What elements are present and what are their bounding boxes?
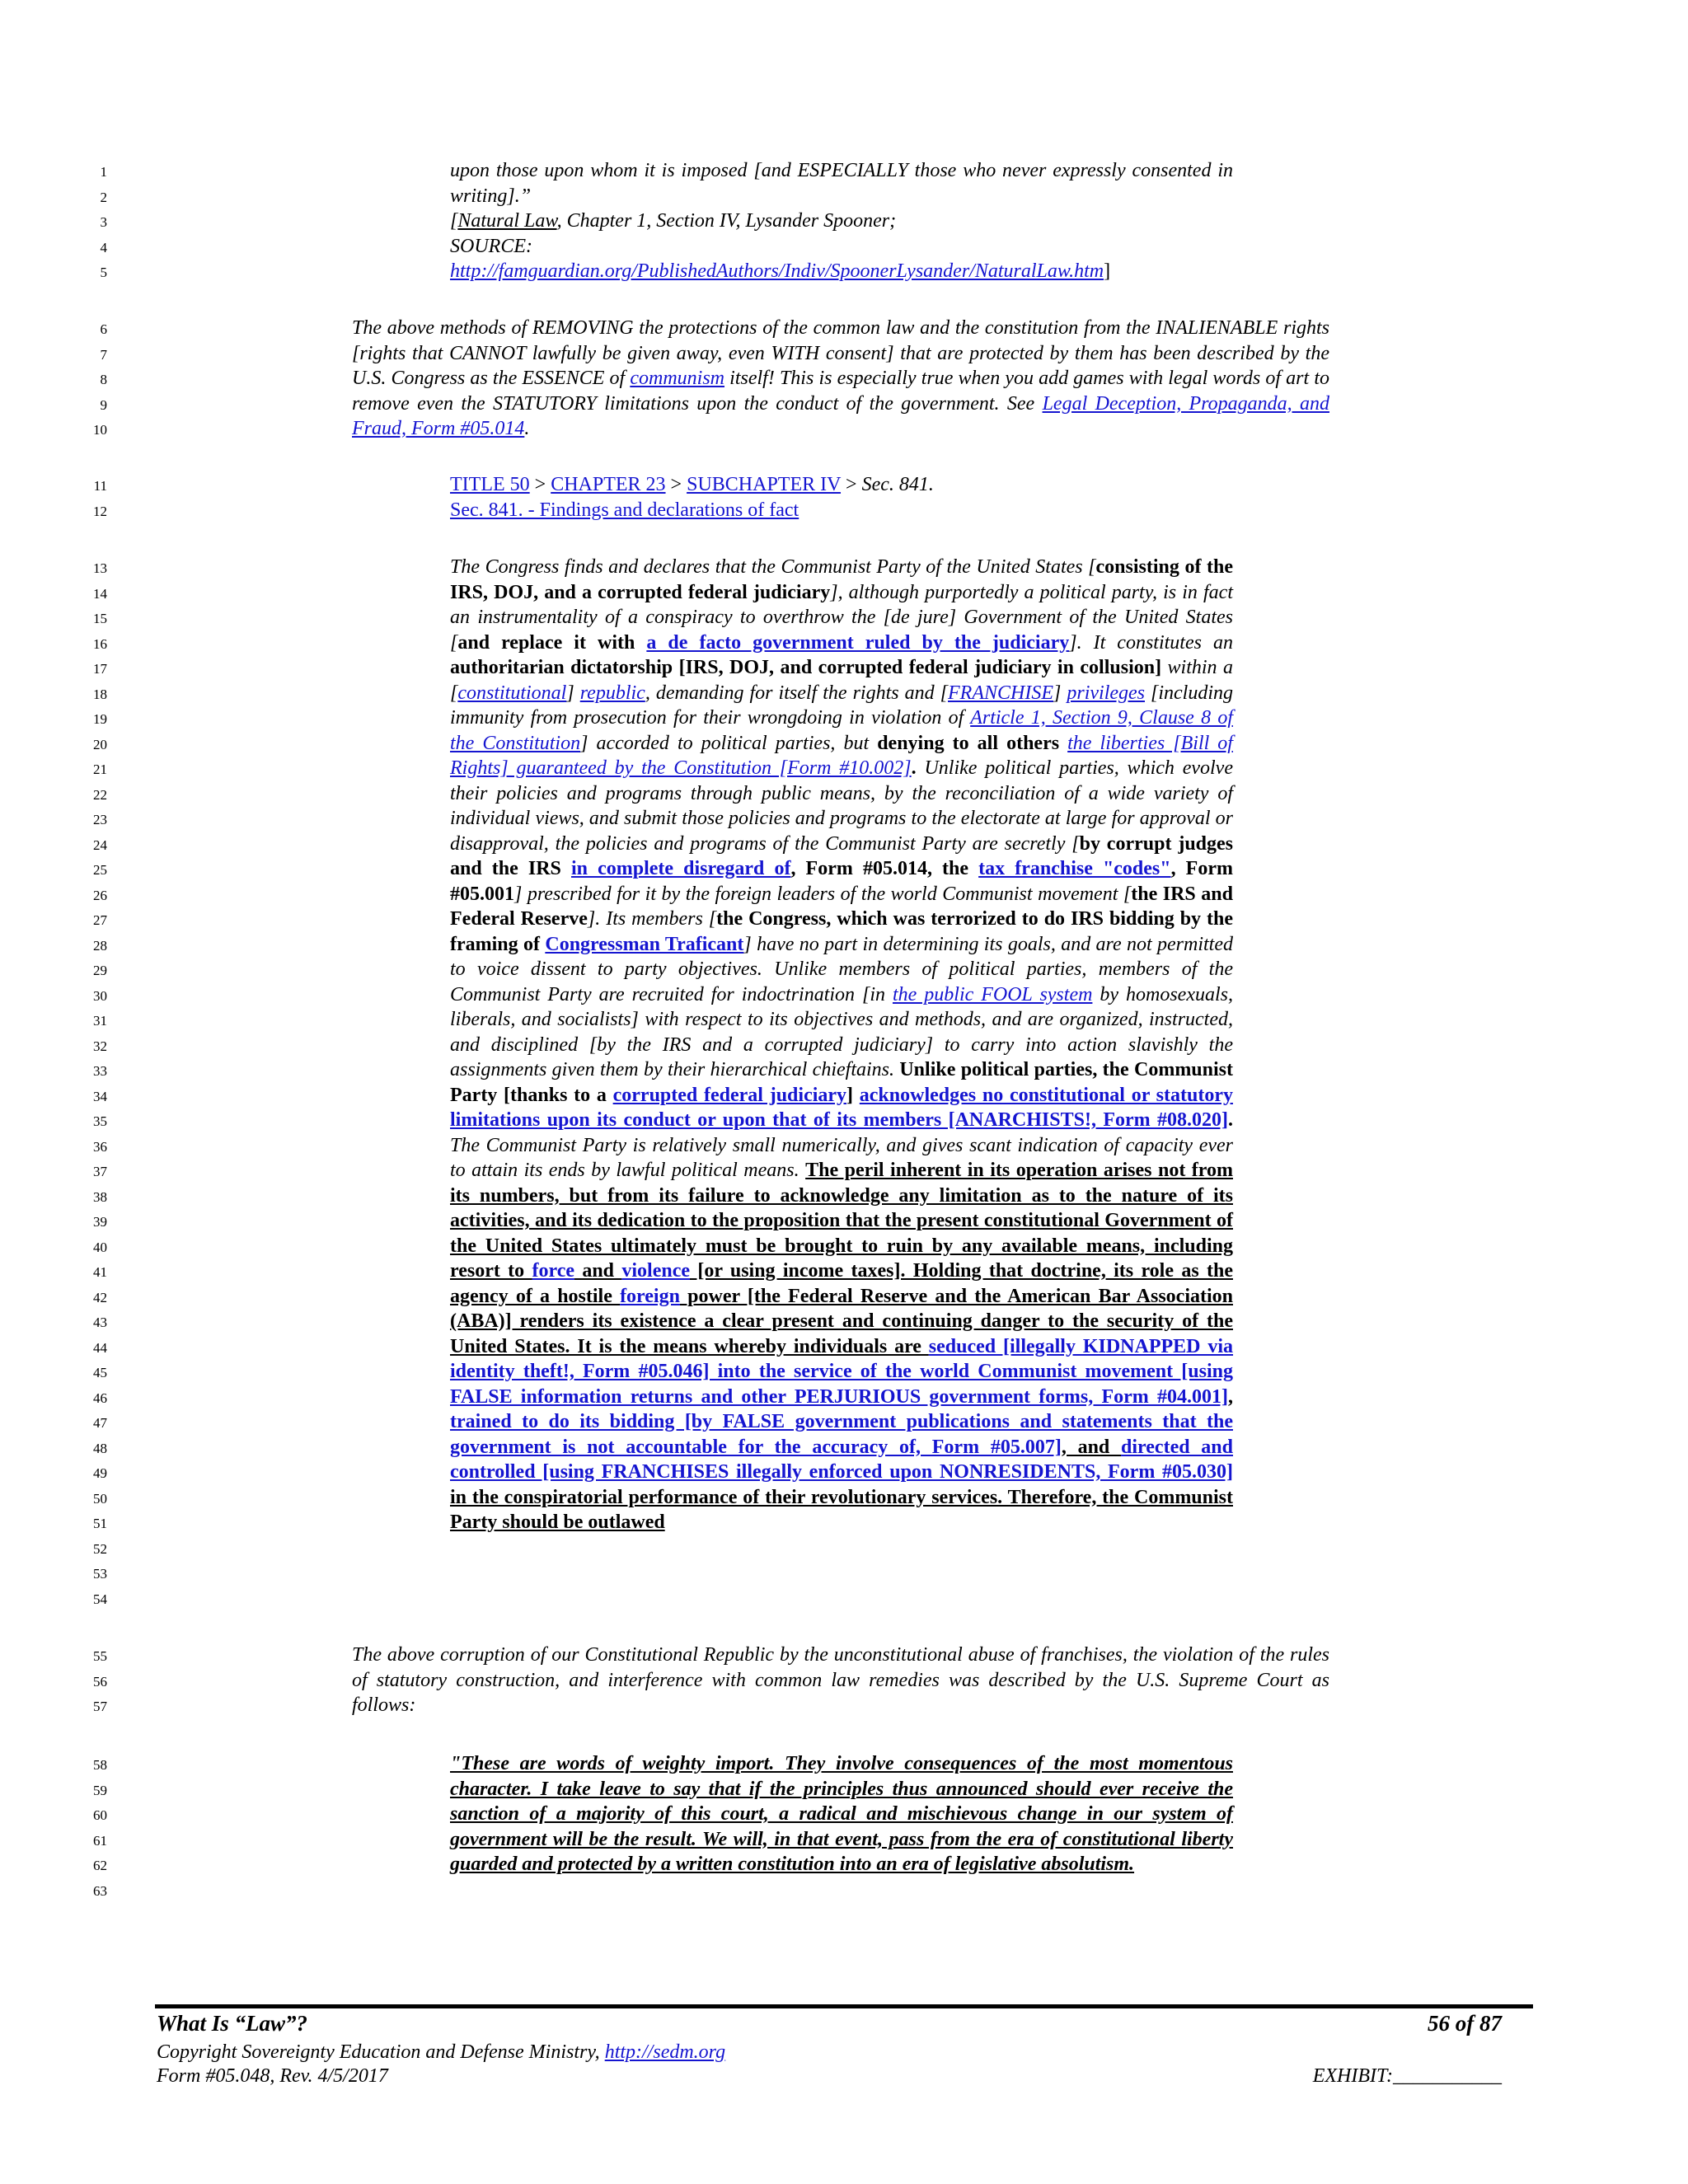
line-number: 18 [93,686,107,702]
line-number: 32 [93,1038,107,1054]
line-number: 63 [93,1882,107,1899]
line-number: 56 [93,1673,107,1690]
statute-text-run: , Form #05.001 [450,858,1233,905]
line-number: 13 [93,560,107,576]
statute-text-run: denying to all others [877,732,1068,754]
line-number: 22 [93,786,107,803]
line-number: 49 [93,1465,107,1481]
statute-link[interactable]: a de facto government ruled by the judiciary [646,631,1070,654]
statute-text-run: ] prescribed for it by the foreign leaders of the world Communist movement [ [514,883,1132,905]
footer-title: What Is “Law”? [157,2011,308,2036]
line-number: 10 [93,422,107,438]
source-label: SOURCE: [450,235,532,257]
statute-text-run: The peril inherent in its operation arises not from its numbers, but from its failure to acknowledge any limitation as to the nature of its activities, and its dedication to the proposition that the present constitutional Government of the United States ultimately must be brought to ruin by any available means, including resort to [450,1160,1233,1282]
statute-text-run: ] accorded to political parties, but [580,732,878,754]
line-number: 55 [93,1648,107,1664]
line-number: 43 [93,1315,107,1330]
statute-link[interactable]: in complete disregard of [570,858,791,879]
line-number: 59 [93,1782,107,1798]
line-number: 19 [93,711,107,727]
statute-link[interactable]: tax franchise "codes" [978,858,1171,879]
para1-text-2: itself! This is especially true when you add games with legal words of art to remove even the STATUTORY limitations upon the conduct of the government. See [352,368,1329,415]
line-number: 4 [100,239,107,255]
line-number: 44 [93,1339,107,1356]
footer-page-number: 56 of 87 [1428,2011,1502,2036]
line-number: 7 [100,346,107,363]
statute-text-run: by homosexuals, liberals, and socialists] with respect to its objectives and methods, and are organized, instructed, and disciplined [by the IRS and a corrupted judiciary] to carry into action slavishly the assignments given them by their hierarchical chieftains. [450,983,1233,1080]
line-number: 17 [93,661,107,677]
statute-link[interactable]: force [532,1260,575,1282]
statute-text-run: power [the Federal Reserve and the American Bar Association (ABA)] renders its existence a clear present and continuing danger to the security of the United States. It is the means whereby individuals are [450,1285,1233,1357]
line-number: 62 [93,1858,107,1873]
statute-text-run: ] have no part in determining its goals, and are not permitted to voice dissent to party objectives. Unlike members of political parties, members of the Communist Party are recruited for indoctrination [in [450,933,1234,1005]
cite-close: ] [1104,260,1111,282]
statute-text-run: and replace it with [457,631,647,654]
line-number: 57 [93,1699,107,1714]
line-number: 33 [93,1063,107,1079]
line-number: 40 [93,1239,107,1255]
statute-link[interactable]: directed and controlled [using FRANCHISES illegally enforced upon NONRESIDENTS, Form #05.030] [450,1436,1234,1483]
statute-text-run: ] [1053,682,1067,704]
breadcrumb-separator: > [665,474,687,495]
line-number: 8 [100,372,107,387]
line-number: 28 [93,937,107,954]
line-number: 31 [93,1013,107,1029]
methods-paragraph [352,316,1329,442]
statute-link[interactable]: violence [621,1260,690,1282]
sec-841-heading-link[interactable]: Sec. 841. - Findings and declarations of fact [450,499,799,521]
line-number: 41 [93,1264,107,1280]
line-number: 42 [93,1289,107,1305]
line-number: 14 [93,585,107,602]
line-number: 50 [93,1490,107,1507]
line-number: 15 [93,611,107,626]
line-number: 48 [93,1440,107,1456]
section-label: Sec. 841. [861,474,934,495]
statute-link[interactable]: privileges [1067,682,1145,704]
footer-form: Form #05.048, Rev. 4/5/2017 [157,2065,388,2087]
line-number: 30 [93,987,107,1004]
sedm-link[interactable]: http://sedm.org [604,2041,726,2063]
statute-link[interactable]: republic [579,682,645,704]
line-number: 26 [93,887,107,903]
line-number: 53 [93,1566,107,1582]
statute-link[interactable]: corrupted federal judiciary [612,1084,847,1106]
supreme-court-intro [352,1643,1329,1718]
statute-text-run: by corrupt judges and the IRS [450,832,1234,879]
line-number: 37 [93,1164,107,1179]
line-number: 23 [93,812,107,827]
statute-text-run: [or using income taxes]. Holding that doctrine, its role as the agency of a hostile [450,1260,1233,1307]
line-number: 12 [93,503,107,519]
line-number: 39 [93,1214,107,1230]
line-number: 52 [93,1540,107,1557]
quote2-text: "These are words of weighty import. They involve consequences of the most momentous character. I take leave to say that if the principles thus announced should ever receive the sanction of a majority of this court, a radical and mischievous change in our system of government will be the result. We will, in that event, pass from the era of constitutional liberty guarded and protected by a written constitution into an era of legislative absolutism. [450,1753,1233,1875]
line-number: 3 [100,214,107,230]
line-number: 16 [93,635,107,652]
source-url-link[interactable]: http://famguardian.org/PublishedAuthors/Indiv/SpoonerLysander/NaturalLaw.htm [450,260,1104,282]
statute-text-run: authoritarian dictatorship [IRS, DOJ, and corrupted federal judiciary in collusion] [450,657,1162,678]
statute-link[interactable]: acknowledges no constitutional or statutory limitations upon its conduct or upon that of its members [ANARCHISTS!, Form #08.020] [450,1084,1233,1131]
sec-841-statute-text [450,555,1233,1535]
statute-text-run: , Form #05.014, the [790,858,979,879]
statute-link[interactable]: Article 1, Section 9, Clause 8 of the Constitution [450,707,1233,754]
line-number: 60 [93,1807,107,1823]
supreme-court-quote [450,1751,1233,1877]
statute-text-run: within a [ [450,657,1233,704]
spooner-quote [450,158,1233,284]
line-number: 35 [93,1113,107,1129]
line-number: 61 [93,1832,107,1849]
line-number: 24 [93,837,107,853]
para2-text: The above corruption of our Constitutional Republic by the unconstitutional abuse of franchises, the violation of the rules of statutory construction, and interference with common law remedies was described by the U.S. Supreme Court as follows: [352,1644,1329,1716]
statute-text-run: , demanding for itself the rights and [ [645,682,948,704]
cite-open: [ [450,210,458,232]
line-number: 2 [100,189,107,205]
statute-text-run: The Congress finds and declares that the Communist Party of the United States [ [450,556,1096,578]
line-number: 36 [93,1138,107,1155]
statute-text-run: ] [846,1084,860,1106]
statute-text-run: the IRS and Federal Reserve [450,883,1233,930]
line-number: 46 [93,1390,107,1406]
statute-link[interactable]: FRANCHISE [948,682,1053,704]
statute-link[interactable]: the liberties [Bill of Rights] guaranteed by the Constitution [Form #10.002] [450,732,1233,779]
para1-text-1: The above methods of REMOVING the protections of the common law and the constitution from the INALIENABLE rights [rights that CANNOT lawfully be given away, even WITH consent] that are protected by them has been described by the U.S. Congress as the ESSENCE of [352,317,1329,389]
statute-text-run: in the conspiratorial performance of their revolutionary services. Therefore, the Communist Party should be outlawed [450,1486,1233,1533]
statute-link[interactable]: constitutional [457,682,567,704]
legal-deception-link[interactable]: Legal Deception, Propaganda, and Fraud, Form #05.014 [352,392,1329,439]
footer-copyright [157,2040,725,2064]
footer-rule [155,2004,1533,2008]
statute-text-run: The Communist Party is relatively small numerically, and gives scant indication of capacity ever to attain its ends by lawful political means. [450,1134,1233,1181]
statute-text-run: ]. It constitutes an [1069,631,1233,654]
line-number: 9 [100,396,107,413]
statute-text-run: Unlike political parties, the Communist Party [thanks to a [450,1059,1234,1106]
footer-exhibit: EXHIBIT:___________ [1312,2065,1502,2087]
line-number: 11 [93,478,107,494]
statute-text-run: and [574,1260,622,1282]
natural-law-link[interactable]: Natural Law [457,210,557,232]
line-number: 20 [93,736,107,752]
title-50-link[interactable]: TITLE 50 [450,474,530,495]
statute-link[interactable]: foreign [620,1285,680,1307]
statute-link[interactable]: the public FOOL system [892,983,1093,1005]
statute-link[interactable]: trained to do its bidding [by FALSE government publications and statements that the government is not accountable for the accuracy of, Form #05.007] [450,1411,1233,1458]
line-number: 21 [93,762,107,777]
line-number: 27 [93,912,107,928]
line-number: 6 [100,321,107,337]
breadcrumb-separator: > [529,474,551,495]
statute-text-run: , [1228,1385,1233,1408]
statute-text-run: the Congress, which was terrorized to do IRS bidding by the framing of [450,908,1234,955]
copyright-text: Copyright Sovereignty Education and Defense Ministry, [157,2041,605,2063]
statute-text-run: Unlike political parties, which evolve their policies and programs through public means, by the reconciliation of a wide variety of individual views, and submit those policies and programs to the electorate at large for approval or disapproval, the policies and programs of the Communist Party are secretly [ [450,757,1233,855]
statute-text-run: ], although purportedly a political party, is in fact an instrumentality of a conspiracy to overthrow the [de jure] Government of the United States [ [450,581,1233,654]
breadcrumb-separator: > [841,474,862,495]
statute-link[interactable]: Congressman Traficant [545,933,744,955]
para1-text-3: . [524,418,530,439]
line-number: 5 [100,265,107,280]
line-number: 58 [93,1757,107,1773]
line-number: 51 [93,1516,107,1531]
line-number: 45 [93,1365,107,1380]
cite-rest: , Chapter 1, Section IV, Lysander Spooner; [556,210,897,232]
subchapter-iv-link[interactable]: SUBCHAPTER IV [687,474,842,495]
statute-text-run: ]. Its members [ [587,908,717,930]
communism-link[interactable]: communism [630,368,724,389]
chapter-23-link[interactable]: CHAPTER 23 [551,474,666,495]
statute-text-run: . [911,757,917,779]
quote-text: upon those upon whom it is imposed [and ESPECIALLY those who never expressly consented in writing].” [450,160,1233,207]
statute-text-run: ] [566,682,580,704]
statute-link[interactable]: seduced [illegally KIDNAPPED via identity theft!, Form #05.046] into the service of the world Communist movement [using FALSE information returns and other PERJURIOUS government forms, Form #04.001] [450,1335,1234,1408]
statute-text-run: . [1228,1109,1233,1131]
statute-text-run: [including immunity from prosecution for their wrongdoing in violation of [450,682,1234,729]
statute-text-run: , and [1061,1436,1122,1458]
statute-text-run: consisting of the IRS, DOJ, and a corrupted federal judiciary [450,556,1234,603]
line-number: 47 [93,1415,107,1431]
line-number: 25 [93,862,107,878]
line-number: 1 [100,164,107,180]
line-number: 54 [93,1591,107,1607]
statute-breadcrumb [450,472,1274,523]
line-number: 34 [93,1088,107,1104]
line-number: 29 [93,963,107,978]
line-number: 38 [93,1188,107,1205]
